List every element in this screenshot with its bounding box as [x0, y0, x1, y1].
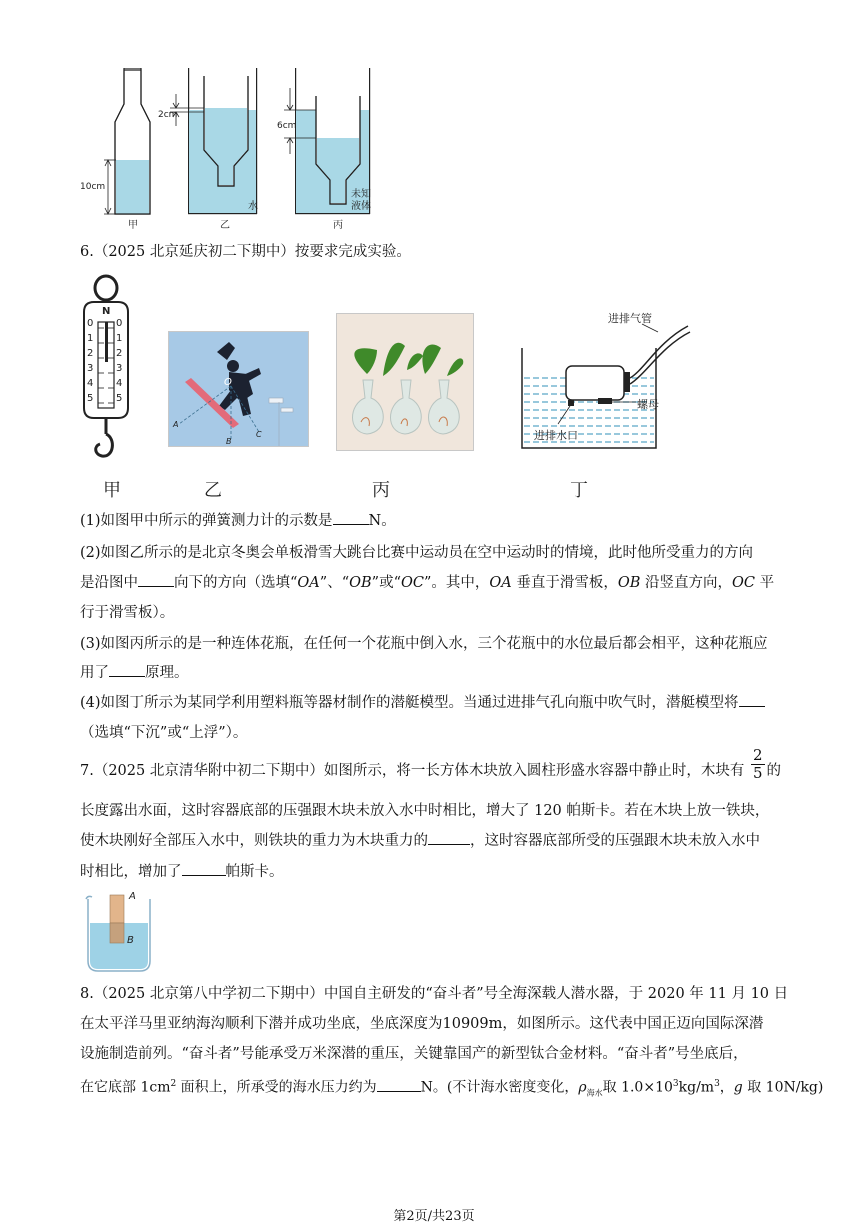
- q7-line1-end: 的: [766, 763, 781, 779]
- caption-bing: 丙: [372, 480, 390, 501]
- q7-line2: 长度露出水面，这时容器底部的压强跟木块未放入水中时相比，增大了 120 帕斯卡。若在木块上放一铁块，: [80, 803, 770, 819]
- beaker-wood-figure: [84, 889, 156, 973]
- q8-line1: 8.（2025 北京第八中学初二下期中）中国自主研发的“奋斗者”号全海深载人潜水器，于 2020 年 11 月 10 日: [80, 986, 789, 1002]
- q8-sup-area: 2: [170, 1079, 177, 1089]
- caption-jia: 甲: [103, 480, 121, 501]
- spring-scale-ticks-right: 0 1 2 3 4 5: [116, 318, 123, 404]
- q8-sup-exp: 3: [672, 1079, 679, 1089]
- q8-line4-g: 取 10N/kg): [742, 1079, 824, 1096]
- page-footer: 第2页/共23页: [393, 1209, 475, 1224]
- q6-part2-line2: [80, 572, 774, 594]
- q7-line3-text-b: ，这时容器底部所受的压强跟木块未放入水中: [470, 833, 760, 849]
- q6-oc-def: OC: [732, 575, 755, 591]
- caption-yi: 乙: [204, 480, 222, 501]
- label-weight: 螺母: [637, 398, 659, 411]
- label-intake-tube: 进排气管: [608, 312, 652, 325]
- beaker-label-a: A: [129, 891, 136, 902]
- q8-line4-d: 取 1.0×10: [602, 1079, 673, 1096]
- dim-label-6cm: 6cm: [277, 121, 297, 131]
- caption-ding: 丁: [570, 480, 588, 501]
- q6-part2-line1: (2)如图乙所示的是北京冬奥会单板滑雪大跳台比赛中运动员在空中运动时的情境，此时他所受重力的方向: [80, 545, 754, 561]
- water-label: 水: [248, 201, 258, 212]
- q6-option-oc: OC: [400, 575, 424, 591]
- q8-line4-e: kg/m: [678, 1079, 715, 1096]
- q6-oa-def: OA: [489, 575, 512, 591]
- q6-sep-1: ”、“: [319, 575, 350, 591]
- q7-line4: [80, 861, 284, 883]
- q6-part3-text-a: 用了: [80, 665, 109, 681]
- q6-part2-blank[interactable]: [138, 572, 174, 587]
- q6-part3-blank[interactable]: [109, 662, 145, 677]
- q8-sup-unit: 3: [714, 1079, 720, 1089]
- unknown-liquid-label-1: 未知: [351, 189, 371, 200]
- q8-line4-c: N。(不计海水密度变化，: [420, 1079, 579, 1096]
- q8-line4: [80, 1073, 823, 1104]
- q7-blank-1[interactable]: [428, 830, 470, 845]
- q6-option-ob: OB: [349, 575, 372, 591]
- q6-part1-text: (1)如图甲中所示的弹簧测力计的示数是: [80, 513, 333, 529]
- label-water-inlet: 进排水口: [534, 429, 578, 442]
- q7-line4-text-a: 时相比，增加了: [80, 864, 182, 880]
- q7-fraction-num: 2: [752, 745, 763, 764]
- q7-fraction-den: 5: [752, 763, 763, 782]
- q6-part3-text-b: 原理。: [145, 665, 189, 681]
- q6-ob-def: OB: [617, 575, 641, 591]
- q6-title: 6.（2025 北京延庆初二下期中）按要求完成实验。: [80, 244, 411, 260]
- q7-line1-text: 7.（2025 北京清华附中初二下期中）如图所示，将一长方体木块放入圆柱形盛水容器中静止时，木块有: [80, 763, 745, 779]
- q7-line3-text-a: 使木块刚好全部压入水中，则铁块的重力为木块重力的: [80, 833, 428, 849]
- q6-sep-4: 垂直于滑雪板，: [511, 575, 618, 591]
- q6-part3-line2: [80, 662, 189, 684]
- q6-part3-line1: (3)如图丙所示的是一种连体花瓶，在任何一个花瓶中倒入水，三个花瓶中的水位最后都会相平，这种花瓶应: [80, 636, 768, 652]
- q8-line2: 在太平洋马里亚纳海沟顺利下潜并成功坐底，坐底深度为10909m，如图所示。这代表中国正迈向国际深潜: [80, 1016, 764, 1032]
- fig5-caption-yi: 乙: [220, 220, 230, 231]
- q6-part4-text: (4)如图丁所示为某同学利用塑料瓶等器材制作的潜艇模型。当通过进排气孔向瓶中吹气时，潜艇模型将: [80, 695, 739, 711]
- spring-scale-ticks-left: 0 1 2 3 4 5: [87, 318, 94, 404]
- q6-option-oa: OA: [297, 575, 320, 591]
- connected-vases-photo: [336, 313, 474, 451]
- q6-part1: [80, 510, 396, 532]
- beaker-label-b: B: [127, 935, 134, 946]
- dim-label-10cm: 10cm: [80, 182, 106, 192]
- unknown-liquid-label-2: 液体: [351, 201, 371, 212]
- q7-line3: [80, 830, 760, 852]
- q6-sep-2: ”或“: [371, 575, 401, 591]
- q8-rho: ρ: [578, 1079, 587, 1096]
- q6-sep-5: 沿竖直方向，: [640, 575, 733, 591]
- snowboarder-photo: [168, 331, 309, 447]
- q8-blank[interactable]: [377, 1077, 421, 1092]
- skier-label-c: C: [256, 430, 262, 439]
- q8-line4-a: 在它底部 1cm: [80, 1079, 171, 1096]
- spring-scale-unit: N: [102, 306, 111, 317]
- q6-sep-3: ”。其中，: [423, 575, 490, 591]
- q8-line4-f: ，: [719, 1079, 734, 1096]
- q6-part4-blank[interactable]: [739, 692, 765, 707]
- q7-line4-text-b: 帕斯卡。: [225, 864, 284, 880]
- q8-rho-sub: 海水: [586, 1088, 603, 1098]
- q6-part2-text-a: 是沿图中: [80, 575, 138, 591]
- fig5-caption-bing: 丙: [333, 220, 343, 231]
- q7-blank-2[interactable]: [182, 861, 226, 876]
- q8-line3: 设施制造前列。“奋斗者”号能承受万米深潜的重压，关键靠国产的新型钛合金材料。“奋斗者”号坐底后，: [80, 1046, 748, 1062]
- q6-part2-text-b: 向下的方向（选填“: [174, 575, 298, 591]
- dim-label-2cm: 2cm: [158, 110, 178, 120]
- skier-label-o: O: [224, 377, 232, 388]
- q7-fraction: [751, 747, 765, 782]
- skier-label-b: B: [226, 437, 232, 446]
- q6-sep-6: 平: [755, 575, 775, 591]
- q8-line4-b: 面积上，所承受的海水压力约为: [176, 1079, 377, 1096]
- q6-part2-line3: 行于滑雪板）。: [80, 605, 175, 621]
- q6-part1-unit: N。: [368, 513, 396, 529]
- fig5-caption-jia: 甲: [128, 220, 138, 231]
- q6-part4-line2: （选填“下沉”或“上浮”）。: [80, 725, 248, 741]
- q8-g: g: [733, 1079, 743, 1096]
- q6-part4-line1: [80, 692, 765, 714]
- q7-line1: [80, 745, 781, 782]
- skier-label-a: A: [173, 420, 179, 429]
- q6-part1-blank[interactable]: [333, 510, 369, 525]
- bottle-jia-water: [116, 160, 149, 214]
